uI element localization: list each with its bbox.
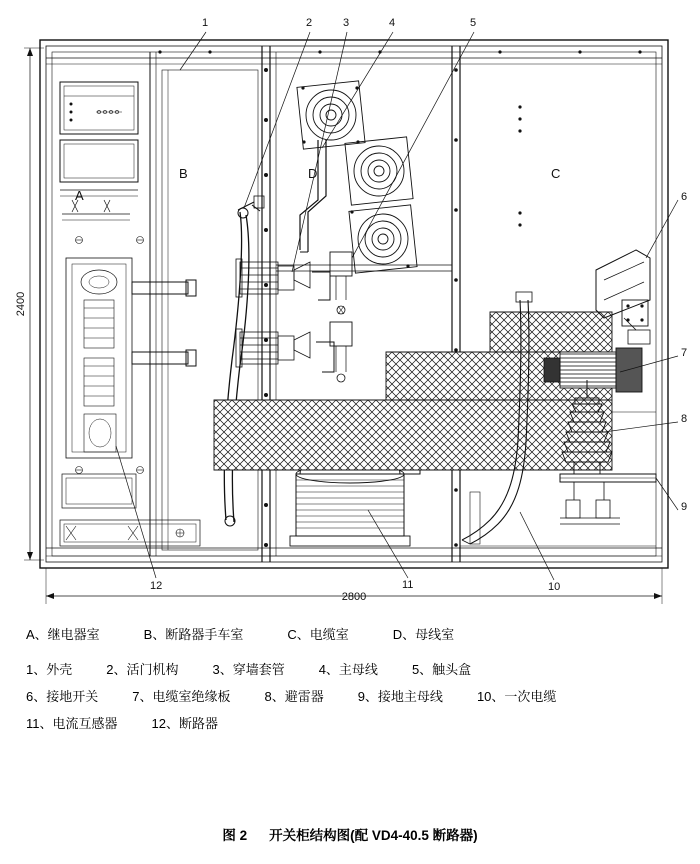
legend-part-10: 10、一次电缆 — [476, 689, 557, 704]
legend-parts-row-3 — [0, 717, 700, 730]
legend-room-d: D、母线室 — [392, 627, 455, 642]
room-label-c: C — [551, 166, 561, 181]
dimension-height: 2400 — [15, 291, 27, 317]
callout-3: 3 — [343, 17, 350, 29]
room-label-a: A — [75, 188, 84, 203]
callout-12: 12 — [150, 580, 163, 592]
room-label-b: B — [179, 166, 188, 181]
figure-number: 图 2 — [222, 828, 248, 843]
legend-part-11: 11、电流互感器 — [26, 716, 118, 731]
legend-room-b: B、断路器手车室 — [143, 627, 244, 642]
callout-11: 11 — [402, 579, 414, 591]
callout-2: 2 — [306, 17, 313, 29]
legend-part-9: 9、接地主母线 — [357, 689, 443, 704]
callout-5: 5 — [470, 17, 477, 29]
figure-caption — [0, 824, 700, 844]
legend-part-8: 8、避雷器 — [264, 689, 324, 704]
legend-part-7: 7、电缆室绝缘板 — [132, 689, 231, 704]
figure-title: 开关柜结构图(配 VD4-40.5 断路器) — [269, 828, 478, 843]
legend — [0, 628, 700, 744]
callout-1: 1 — [202, 17, 209, 29]
legend-parts-row-2 — [0, 690, 700, 703]
dimension-width: 2800 — [341, 591, 367, 603]
callout-10: 10 — [548, 581, 561, 593]
callout-6: 6 — [681, 191, 688, 203]
legend-part-6: 6、接地开关 — [26, 689, 99, 704]
callout-9: 9 — [681, 501, 688, 513]
room-label-d: D — [308, 166, 318, 181]
legend-part-3: 3、穿墙套管 — [212, 662, 285, 677]
legend-room-c: C、电缆室 — [287, 627, 349, 642]
legend-part-5: 5、触头盒 — [411, 662, 472, 677]
legend-part-4: 4、主母线 — [318, 662, 378, 677]
legend-part-12: 12、断路器 — [151, 716, 218, 731]
legend-part-2: 2、活门机构 — [106, 662, 179, 677]
callout-8: 8 — [681, 413, 688, 425]
legend-room-a: A、继电器室 — [26, 627, 100, 642]
legend-part-1: 1、外壳 — [26, 662, 73, 677]
legend-parts-row-1 — [0, 663, 700, 676]
legend-rooms-row — [0, 628, 700, 641]
callout-7: 7 — [681, 347, 688, 359]
callout-4: 4 — [389, 17, 396, 29]
